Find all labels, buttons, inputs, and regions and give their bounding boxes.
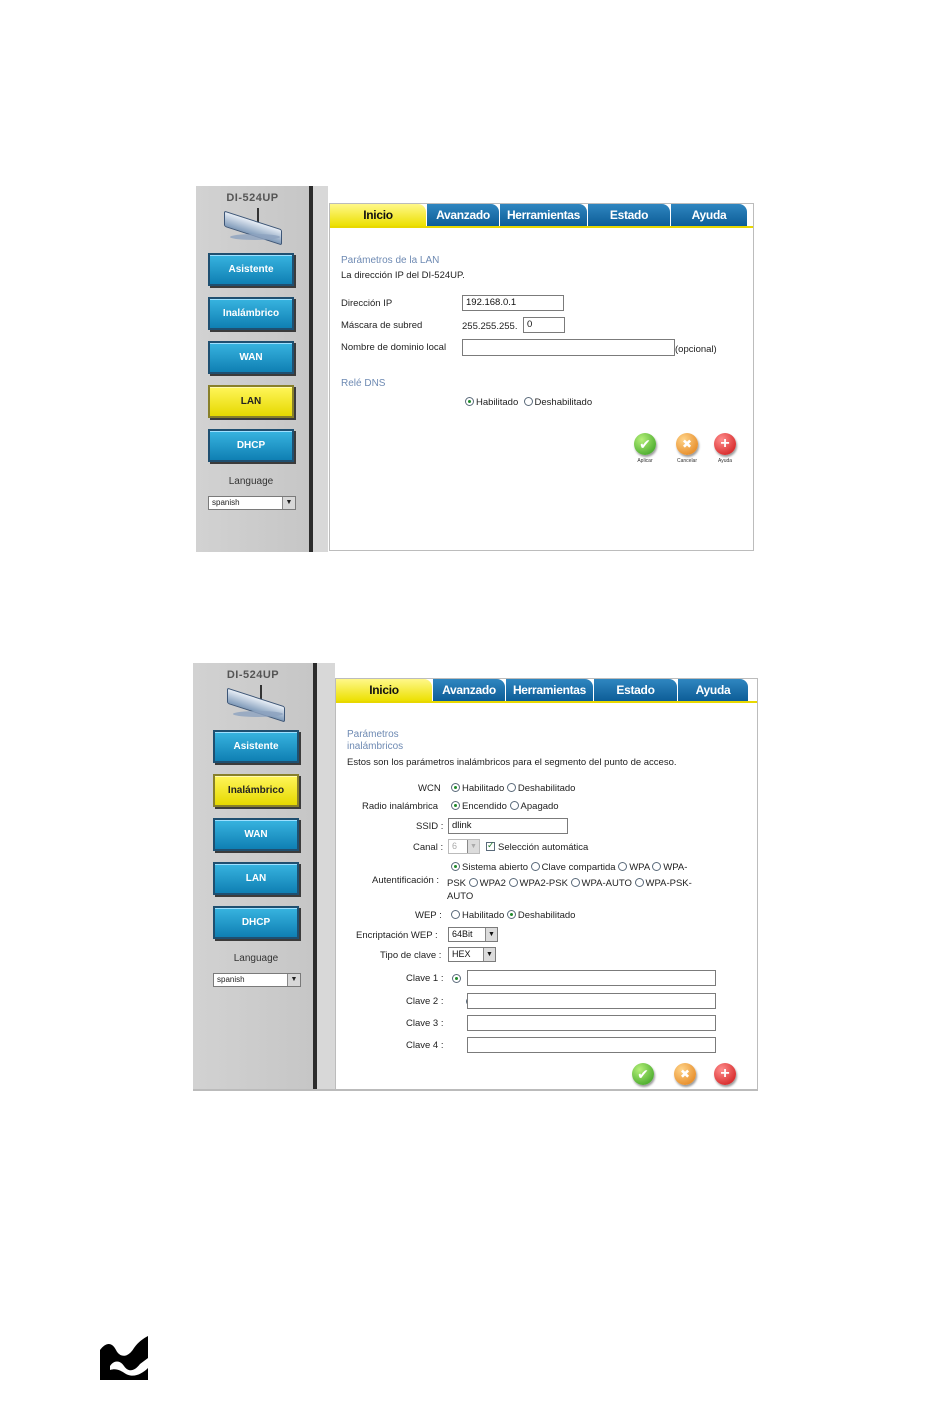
- wep-enabled-label: Habilitado: [462, 910, 505, 921]
- key-type-value: HEX: [452, 949, 471, 959]
- auth-wpa2-psk-label: WPA2-PSK: [519, 878, 568, 889]
- wep-options: [451, 910, 575, 921]
- wep-disabled-radio[interactable]: [507, 910, 516, 919]
- wep-encryption-label: Encriptación WEP :: [356, 930, 438, 941]
- help-button[interactable]: [714, 433, 736, 455]
- wep-label: WEP :: [415, 910, 442, 921]
- sidebar: [193, 663, 313, 1089]
- key2-label: Clave 2 :: [406, 996, 444, 1007]
- tab-estado[interactable]: Estado: [588, 204, 670, 226]
- language-label: Language: [233, 953, 279, 964]
- channel-select[interactable]: [448, 839, 480, 854]
- dns-enabled-radio[interactable]: [465, 397, 474, 406]
- language-label: Language: [228, 476, 274, 487]
- radio-off-radio[interactable]: [510, 801, 519, 810]
- wep-encryption-select[interactable]: [448, 927, 498, 942]
- dns-disabled-label: Deshabilitado: [534, 397, 593, 408]
- tab-herramientas[interactable]: Herramientas: [506, 679, 593, 701]
- nav-asistente-button[interactable]: Asistente: [208, 253, 294, 286]
- auth-open-label: Sistema abierto: [462, 862, 529, 873]
- cancel-label: Cancelar: [676, 458, 697, 464]
- nav-inalambrico-button[interactable]: Inalámbrico: [208, 297, 294, 330]
- chevron-down-icon: ▼: [287, 974, 300, 986]
- gutter: [313, 186, 328, 552]
- brand-logo-icon: [100, 1336, 148, 1380]
- nav-lan-button[interactable]: LAN: [213, 862, 299, 895]
- wireless-content: [346, 707, 751, 1089]
- wireless-settings-screenshot: [193, 663, 758, 1091]
- auth-wpa-psk-auto-label: WPA-PSK-: [645, 878, 692, 889]
- ip-address-input[interactable]: 192.168.0.1: [462, 295, 564, 311]
- product-logo: DI-524UP: [226, 669, 280, 681]
- language-select-value: spanish: [212, 498, 240, 507]
- auth-shared-radio[interactable]: [531, 862, 540, 871]
- plus-icon: +: [720, 1065, 730, 1082]
- lan-settings-screenshot: [196, 186, 755, 552]
- auth-open-radio[interactable]: [451, 862, 460, 871]
- chevron-down-icon: ▼: [282, 497, 295, 509]
- ip-label: Dirección IP: [341, 298, 393, 309]
- language-select[interactable]: [213, 973, 301, 987]
- main-panel: [329, 203, 754, 551]
- product-logo: DI-524UP: [226, 192, 279, 204]
- mask-prefix: 255.255.255.: [462, 321, 518, 332]
- tab-avanzado[interactable]: Avanzado: [427, 204, 499, 226]
- main-panel: [335, 678, 758, 1091]
- language-select-value: spanish: [217, 975, 245, 984]
- auth-wpa-auto-radio[interactable]: [571, 878, 580, 887]
- tab-inicio[interactable]: Inicio: [336, 679, 432, 701]
- auth-wpa-psk-auto-radio[interactable]: [635, 878, 644, 887]
- auto-select-checkbox[interactable]: [486, 842, 495, 851]
- wcn-disabled-radio[interactable]: [507, 783, 516, 792]
- ssid-label: SSID :: [416, 821, 444, 832]
- auth-line2: [447, 878, 692, 889]
- wcn-options: [451, 783, 575, 794]
- cancel-button[interactable]: [674, 1063, 696, 1085]
- domain-label: Nombre de dominio local: [341, 342, 447, 353]
- auth-line3: AUTO: [447, 891, 474, 902]
- tab-ayuda[interactable]: Ayuda: [678, 679, 748, 701]
- chevron-down-icon: ▼: [467, 840, 479, 853]
- wcn-disabled-label: Deshabilitado: [517, 783, 576, 794]
- auth-wpa2-radio[interactable]: [469, 878, 478, 887]
- auth-wpa-psk-radio[interactable]: [652, 862, 661, 871]
- radio-off-label: Apagado: [520, 801, 559, 812]
- key1-label: Clave 1 :: [406, 973, 444, 984]
- key4-label: Clave 4 :: [406, 1040, 444, 1051]
- radio-options: [451, 801, 559, 812]
- key1-radio[interactable]: [452, 974, 461, 983]
- auth-shared-label: Clave compartida: [541, 862, 616, 873]
- auto-select-option: [486, 842, 588, 853]
- check-icon: ✔: [637, 1065, 649, 1082]
- tab-bar: [330, 204, 753, 228]
- dns-title: Relé DNS: [341, 378, 386, 389]
- key2-input[interactable]: [467, 993, 716, 1009]
- nav-lan-button[interactable]: LAN: [208, 385, 294, 418]
- sidebar: [196, 186, 309, 552]
- wcn-label: WCN: [418, 783, 441, 794]
- router-icon: [223, 685, 289, 719]
- key3-label: Clave 3 :: [406, 1018, 444, 1029]
- section-description: Estos son los parámetros inalámbricos para el segmento del punto de acceso.: [347, 757, 677, 768]
- channel-value: 6: [452, 841, 458, 851]
- cancel-button[interactable]: [676, 433, 698, 455]
- dns-disabled-radio[interactable]: [524, 397, 533, 406]
- key1-input[interactable]: [467, 970, 716, 986]
- auth-wpa-auto-label: WPA-AUTO: [581, 878, 632, 889]
- ssid-input[interactable]: dlink: [448, 818, 568, 834]
- nav-dhcp-button[interactable]: DHCP: [208, 429, 294, 462]
- key4-input[interactable]: [467, 1037, 716, 1053]
- chevron-down-icon: ▼: [485, 928, 497, 941]
- section-title-line1: Parámetros: [347, 729, 399, 740]
- nav-inalambrico-button[interactable]: Inalámbrico: [213, 774, 299, 807]
- auth-line1: [451, 862, 687, 873]
- section-title-line2: inalámbricos: [347, 741, 404, 752]
- tab-ayuda[interactable]: Ayuda: [671, 204, 747, 226]
- wcn-enabled-label: Habilitado: [462, 783, 505, 794]
- help-button[interactable]: [714, 1063, 736, 1085]
- language-select[interactable]: [208, 496, 296, 510]
- close-icon: ✖: [679, 1067, 691, 1081]
- auth-label: Autentificación :: [372, 875, 440, 886]
- auth-wpa2-label: WPA2: [479, 878, 506, 889]
- wep-encryption-value: 64Bit: [452, 929, 473, 939]
- section-title: Parámetros de la LAN: [341, 255, 440, 266]
- close-icon: ✖: [681, 437, 693, 451]
- lan-content: [340, 232, 747, 547]
- auth-wpa-psk-label: WPA-: [663, 862, 688, 873]
- wcn-enabled-radio[interactable]: [451, 783, 460, 792]
- wep-disabled-label: Deshabilitado: [517, 910, 576, 921]
- radio-label: Radio inalámbrica: [362, 801, 439, 812]
- apply-button[interactable]: [632, 1063, 654, 1085]
- radio-on-radio[interactable]: [451, 801, 460, 810]
- wep-enabled-radio[interactable]: [451, 910, 460, 919]
- nav-dhcp-button[interactable]: DHCP: [213, 906, 299, 939]
- dns-enabled-label: Habilitado: [476, 397, 519, 408]
- key-type-select[interactable]: [448, 947, 496, 962]
- auth-psk-continuation: PSK: [447, 878, 467, 889]
- auth-wpa2-psk-radio[interactable]: [509, 878, 518, 887]
- domain-input[interactable]: [462, 339, 675, 356]
- gutter: [317, 663, 335, 1089]
- tab-bar: [336, 679, 757, 703]
- auth-wpa-label: WPA: [629, 862, 650, 873]
- tab-estado[interactable]: Estado: [594, 679, 677, 701]
- help-label: Ayuda: [717, 458, 733, 464]
- dns-relay-options: [465, 397, 592, 408]
- router-icon: [220, 208, 286, 242]
- apply-label: Aplicar: [637, 458, 653, 464]
- mask-label: Máscara de subred: [341, 320, 423, 331]
- apply-button[interactable]: [634, 433, 656, 455]
- channel-label: Canal :: [413, 842, 444, 853]
- section-description: La dirección IP del DI-524UP.: [341, 270, 465, 281]
- radio-on-label: Encendido: [462, 801, 507, 812]
- tab-herramientas[interactable]: Herramientas: [500, 204, 587, 226]
- nav-wan-button[interactable]: WAN: [213, 818, 299, 851]
- key-type-label: Tipo de clave :: [380, 950, 442, 961]
- key3-input[interactable]: [467, 1015, 716, 1031]
- mask-input[interactable]: 0: [523, 317, 565, 333]
- check-icon: ✔: [639, 435, 651, 452]
- tab-avanzado[interactable]: Avanzado: [433, 679, 505, 701]
- auto-select-label: Selección automática: [498, 842, 589, 853]
- nav-asistente-button[interactable]: Asistente: [213, 730, 299, 763]
- auth-wpa-radio[interactable]: [618, 862, 627, 871]
- chevron-down-icon: ▼: [483, 948, 495, 961]
- domain-hint: (opcional): [675, 344, 717, 355]
- nav-wan-button[interactable]: WAN: [208, 341, 294, 374]
- tab-inicio[interactable]: Inicio: [330, 204, 426, 226]
- plus-icon: +: [720, 435, 730, 452]
